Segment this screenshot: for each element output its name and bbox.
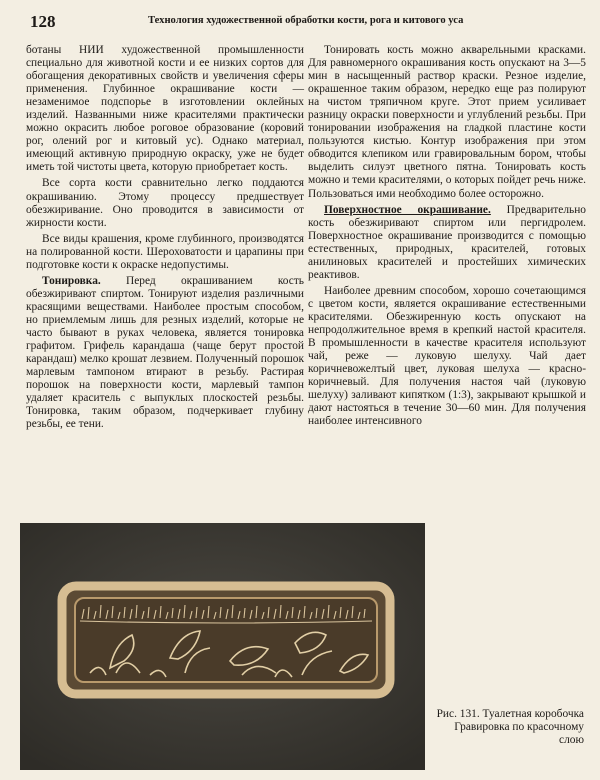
- figure-photo-toilet-box: [20, 523, 425, 770]
- paragraph: ботаны НИИ художественной промышленности специально для животной кости и ее низких сортов для обогащения декоративных свойств и увеличения сферы применения. Глубинное окрашивание кости — незаменимое подспорье в изготовлении оклейных изделий. Названными ниже красителями практически можно окрасить любое роговое образование (коровий рог, олений рог и китовый ус). Однако материал, имеющий активную природную окраску, уже не будет иметь той чистоты цвета, которую приобретает кость.: [26, 44, 304, 174]
- paragraph-text: Перед окрашиванием кость обезжиривают спиртом. Тонируют изделия различными красящими веществами. Наиболее простым способом, но приемлемым лишь для резных изделий, которые не часто бывают в руках человека, является тонировка графитом. Грифель карандаша (чаще берут простой карандаш) мелко крошат лезвием. Полученный порошок марлевым тампоном втирают в резьбу. Растирая порошок на поверхности кости, марлевый тампон удаляет краситель с выпуклых плоскостей резьбы. Тонировка, таким образом, подчеркивает глубину резьбы, ее тени.: [26, 274, 304, 431]
- paragraph-surface-dyeing: [308, 204, 586, 282]
- caption-title: Рис. 131. Туалетная коробочка: [436, 708, 584, 720]
- paragraph-toning: [26, 275, 304, 432]
- run-in-heading: Поверхностное окрашивание.: [324, 203, 491, 216]
- box-panel: [75, 598, 377, 682]
- running-head: Технология художественной обработки кости, рога и китового уса: [148, 15, 464, 26]
- paragraph-text: Предварительно кость обезжиривают спиртом или пергидролем. Поверхностное окрашивание производится с помощью естественных, природных, красителей, готовых анилиновых красителей и простейших химических реактивов.: [308, 203, 586, 281]
- paragraph: Все сорта кости сравнительно легко поддаются окрашиванию. Этому процессу предшествует обезжиривание. Оно проводится в зависимости от жирности кости.: [26, 177, 304, 229]
- page-number: 128: [30, 12, 56, 31]
- paragraph: Наиболее древним способом, хорошо сочетающимся с цветом кости, является окрашивание естественными красителями. Обезжиренную кость опускают на непродолжительное время в крепкий настой красителя. В промышленности в качестве красителя используют чай, реже — луковую шелуху. Чай дает коричневожелтый цвет, луковая шелуха — красно-коричневый. Для получения настоя чай (луковую шелуху) заливают кипятком (1:3), закрывают крышкой и дают настояться в течение 30—60 мин. Для получения наиболее интенсивного: [308, 284, 586, 428]
- paragraph: Тонировать кость можно акварельными красками. Для равномерного окрашивания кость опускают на 3—5 мин в насыщенный раствор краски. Резное изделие, окрашенное таким образом, нередко еще раз полируют на чистом тряпичном круге. Этот прием усиливает разницу окраски поверхности и углублений резьбы. При тонировании изображения на гладкой пластине кости пользуются кистью. Контур изображения при этом обводится клепиком или гравировальным бором, чтобы выделить силуэт цветного пятна. Тонировать кость можно и теми красителями, о которых пойдет речь ниже. Пользоваться ими необходимо более осторожно.: [308, 44, 586, 200]
- engraved-box-illustration: [20, 523, 425, 770]
- run-in-heading: Тонировка.: [42, 274, 101, 287]
- paragraph: Все виды крашения, кроме глубинного, производятся на полированной кости. Шероховатости и царапины при подготовке кости к окраске недопустимы.: [26, 232, 304, 271]
- caption-subtitle: Гравировка по красочному слою: [454, 721, 584, 747]
- figure-caption: [434, 708, 584, 748]
- right-column: [308, 44, 586, 428]
- left-column: [26, 44, 304, 431]
